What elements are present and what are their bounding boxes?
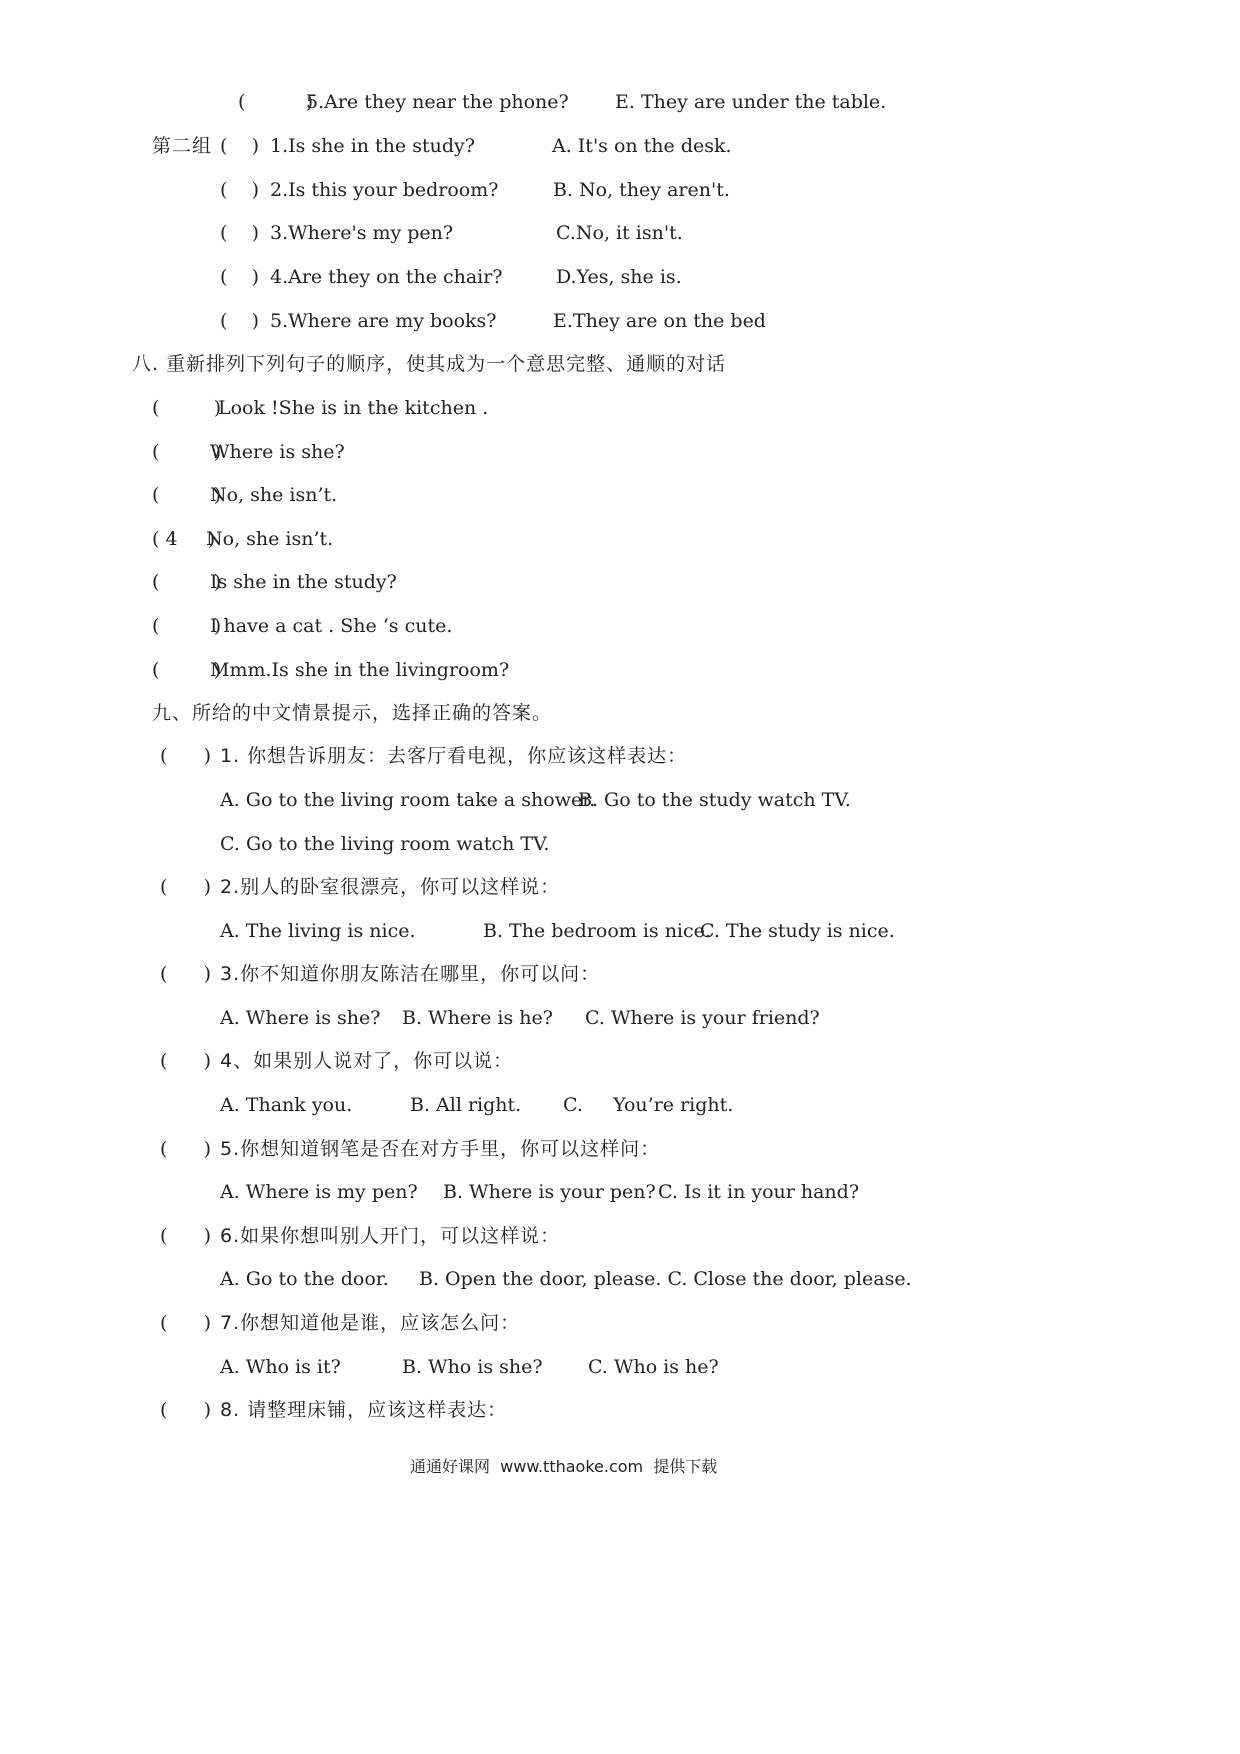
s8-paren: ( ): [152, 659, 222, 681]
s9-option: A. Who is it?: [220, 1356, 341, 1378]
s8-paren: ( ): [152, 484, 222, 506]
s9-paren: ( ): [160, 1399, 212, 1421]
g2-paren: ( ): [220, 266, 259, 288]
s9-paren: ( ): [160, 876, 212, 898]
s9-question: 5.你想知道钢笔是否在对方手里，你可以这样问：: [220, 1138, 661, 1160]
s8-sentence: No, she isn’t.: [206, 528, 334, 550]
s9-question: 8. 请整理床铺，应该这样表达：: [220, 1399, 508, 1421]
s8-paren: ( ): [152, 615, 222, 637]
s9-question: 2.别人的卧室很漂亮，你可以这样说：: [220, 876, 561, 898]
s9-option: B. Who is she?: [402, 1356, 543, 1378]
g2-answer: E.They are on the bed: [553, 310, 766, 332]
s9-paren: ( ): [160, 745, 212, 767]
s9-option: C. Who is he?: [588, 1356, 719, 1378]
s9-question: 6.如果你想叫别人开门，可以这样说：: [220, 1225, 561, 1247]
s8-sentence: Where is she?: [210, 441, 345, 463]
s8-paren: ( ): [152, 571, 222, 593]
group2-label: 第二组: [152, 135, 213, 157]
g2-answer: D.Yes, she is.: [556, 266, 682, 288]
s9-option: C. Go to the living room watch TV.: [220, 833, 550, 855]
s9-option: C. Is it in your hand?: [658, 1181, 860, 1203]
footer-text: 通通好课网 www.tthaoke.com 提供下载: [410, 1457, 718, 1476]
s9-option: B. Go to the study watch TV.: [578, 789, 851, 811]
s8-paren: ( ): [152, 441, 222, 463]
s9-question: 4、如果别人说对了，你可以说：: [220, 1050, 514, 1072]
s8-sentence: I have a cat . She ‘s cute.: [210, 615, 453, 637]
s9-option: A. The living is nice.: [220, 920, 416, 942]
s9-option: C. You’re right.: [563, 1094, 734, 1116]
s8-sentence: Is she in the study?: [210, 571, 397, 593]
s9-paren: ( ): [160, 1138, 212, 1160]
s9-option: A. Thank you.: [220, 1094, 353, 1116]
g2-paren: ( ): [220, 179, 259, 201]
s9-option: B. Open the door, please. C. Close the door, please.: [419, 1268, 912, 1290]
g2-question: 4.Are they on the chair?: [270, 266, 503, 288]
s9-option: C. The study is nice.: [700, 920, 895, 942]
s9-question: 7.你想知道他是谁，应该怎么问：: [220, 1312, 521, 1334]
s9-option: A. Where is my pen?: [220, 1181, 418, 1203]
g1-q5-paren: ( ): [238, 91, 314, 113]
s9-paren: ( ): [160, 1312, 212, 1334]
s8-sentence: Look !She is in the kitchen .: [218, 397, 489, 419]
s9-option: A. Where is she?: [220, 1007, 381, 1029]
s9-option: B. All right.: [410, 1094, 522, 1116]
s9-paren: ( ): [160, 963, 212, 985]
g2-question: 5.Where are my books?: [270, 310, 497, 332]
g1-q5-answer: E. They are under the table.: [615, 91, 887, 113]
g2-paren: ( ): [220, 310, 259, 332]
s8-sentence: Mmm.Is she in the livingroom?: [210, 659, 510, 681]
section8-title: 八. 重新排列下列句子的顺序，使其成为一个意思完整、通顺的对话: [132, 353, 727, 375]
s9-paren: ( ): [160, 1225, 212, 1247]
g2-question: 1.Is she in the study?: [270, 135, 475, 157]
s9-option: A. Go to the door.: [220, 1268, 389, 1290]
section9-title: 九、所给的中文情景提示，选择正确的答案。: [152, 702, 553, 724]
g2-answer: B. No, they aren't.: [553, 179, 730, 201]
s9-question: 3.你不知道你朋友陈洁在哪里，你可以问：: [220, 963, 601, 985]
g2-answer: C.No, it isn't.: [556, 222, 683, 244]
g2-question: 3.Where's my pen?: [270, 222, 454, 244]
s9-question: 1. 你想告诉朋友：去客厅看电视，你应该这样表达：: [220, 745, 688, 767]
g2-paren: ( ): [220, 222, 259, 244]
s8-paren: ( 4 ): [152, 528, 216, 550]
s9-option: B. Where is your pen?: [443, 1181, 656, 1203]
g2-answer: A. It's on the desk.: [552, 135, 732, 157]
s9-paren: ( ): [160, 1050, 212, 1072]
g1-q5-question: 5.Are they near the phone?: [306, 91, 569, 113]
s9-option: B. The bedroom is nice.: [483, 920, 711, 942]
s9-option: C. Where is your friend?: [585, 1007, 820, 1029]
g2-paren: ( ): [220, 135, 259, 157]
g2-question: 2.Is this your bedroom?: [270, 179, 499, 201]
s8-paren: ( ): [152, 397, 222, 419]
s9-option: B. Where is he?: [402, 1007, 553, 1029]
s8-sentence: No, she isn’t.: [210, 484, 338, 506]
s9-option: A. Go to the living room take a shower.: [220, 789, 596, 811]
